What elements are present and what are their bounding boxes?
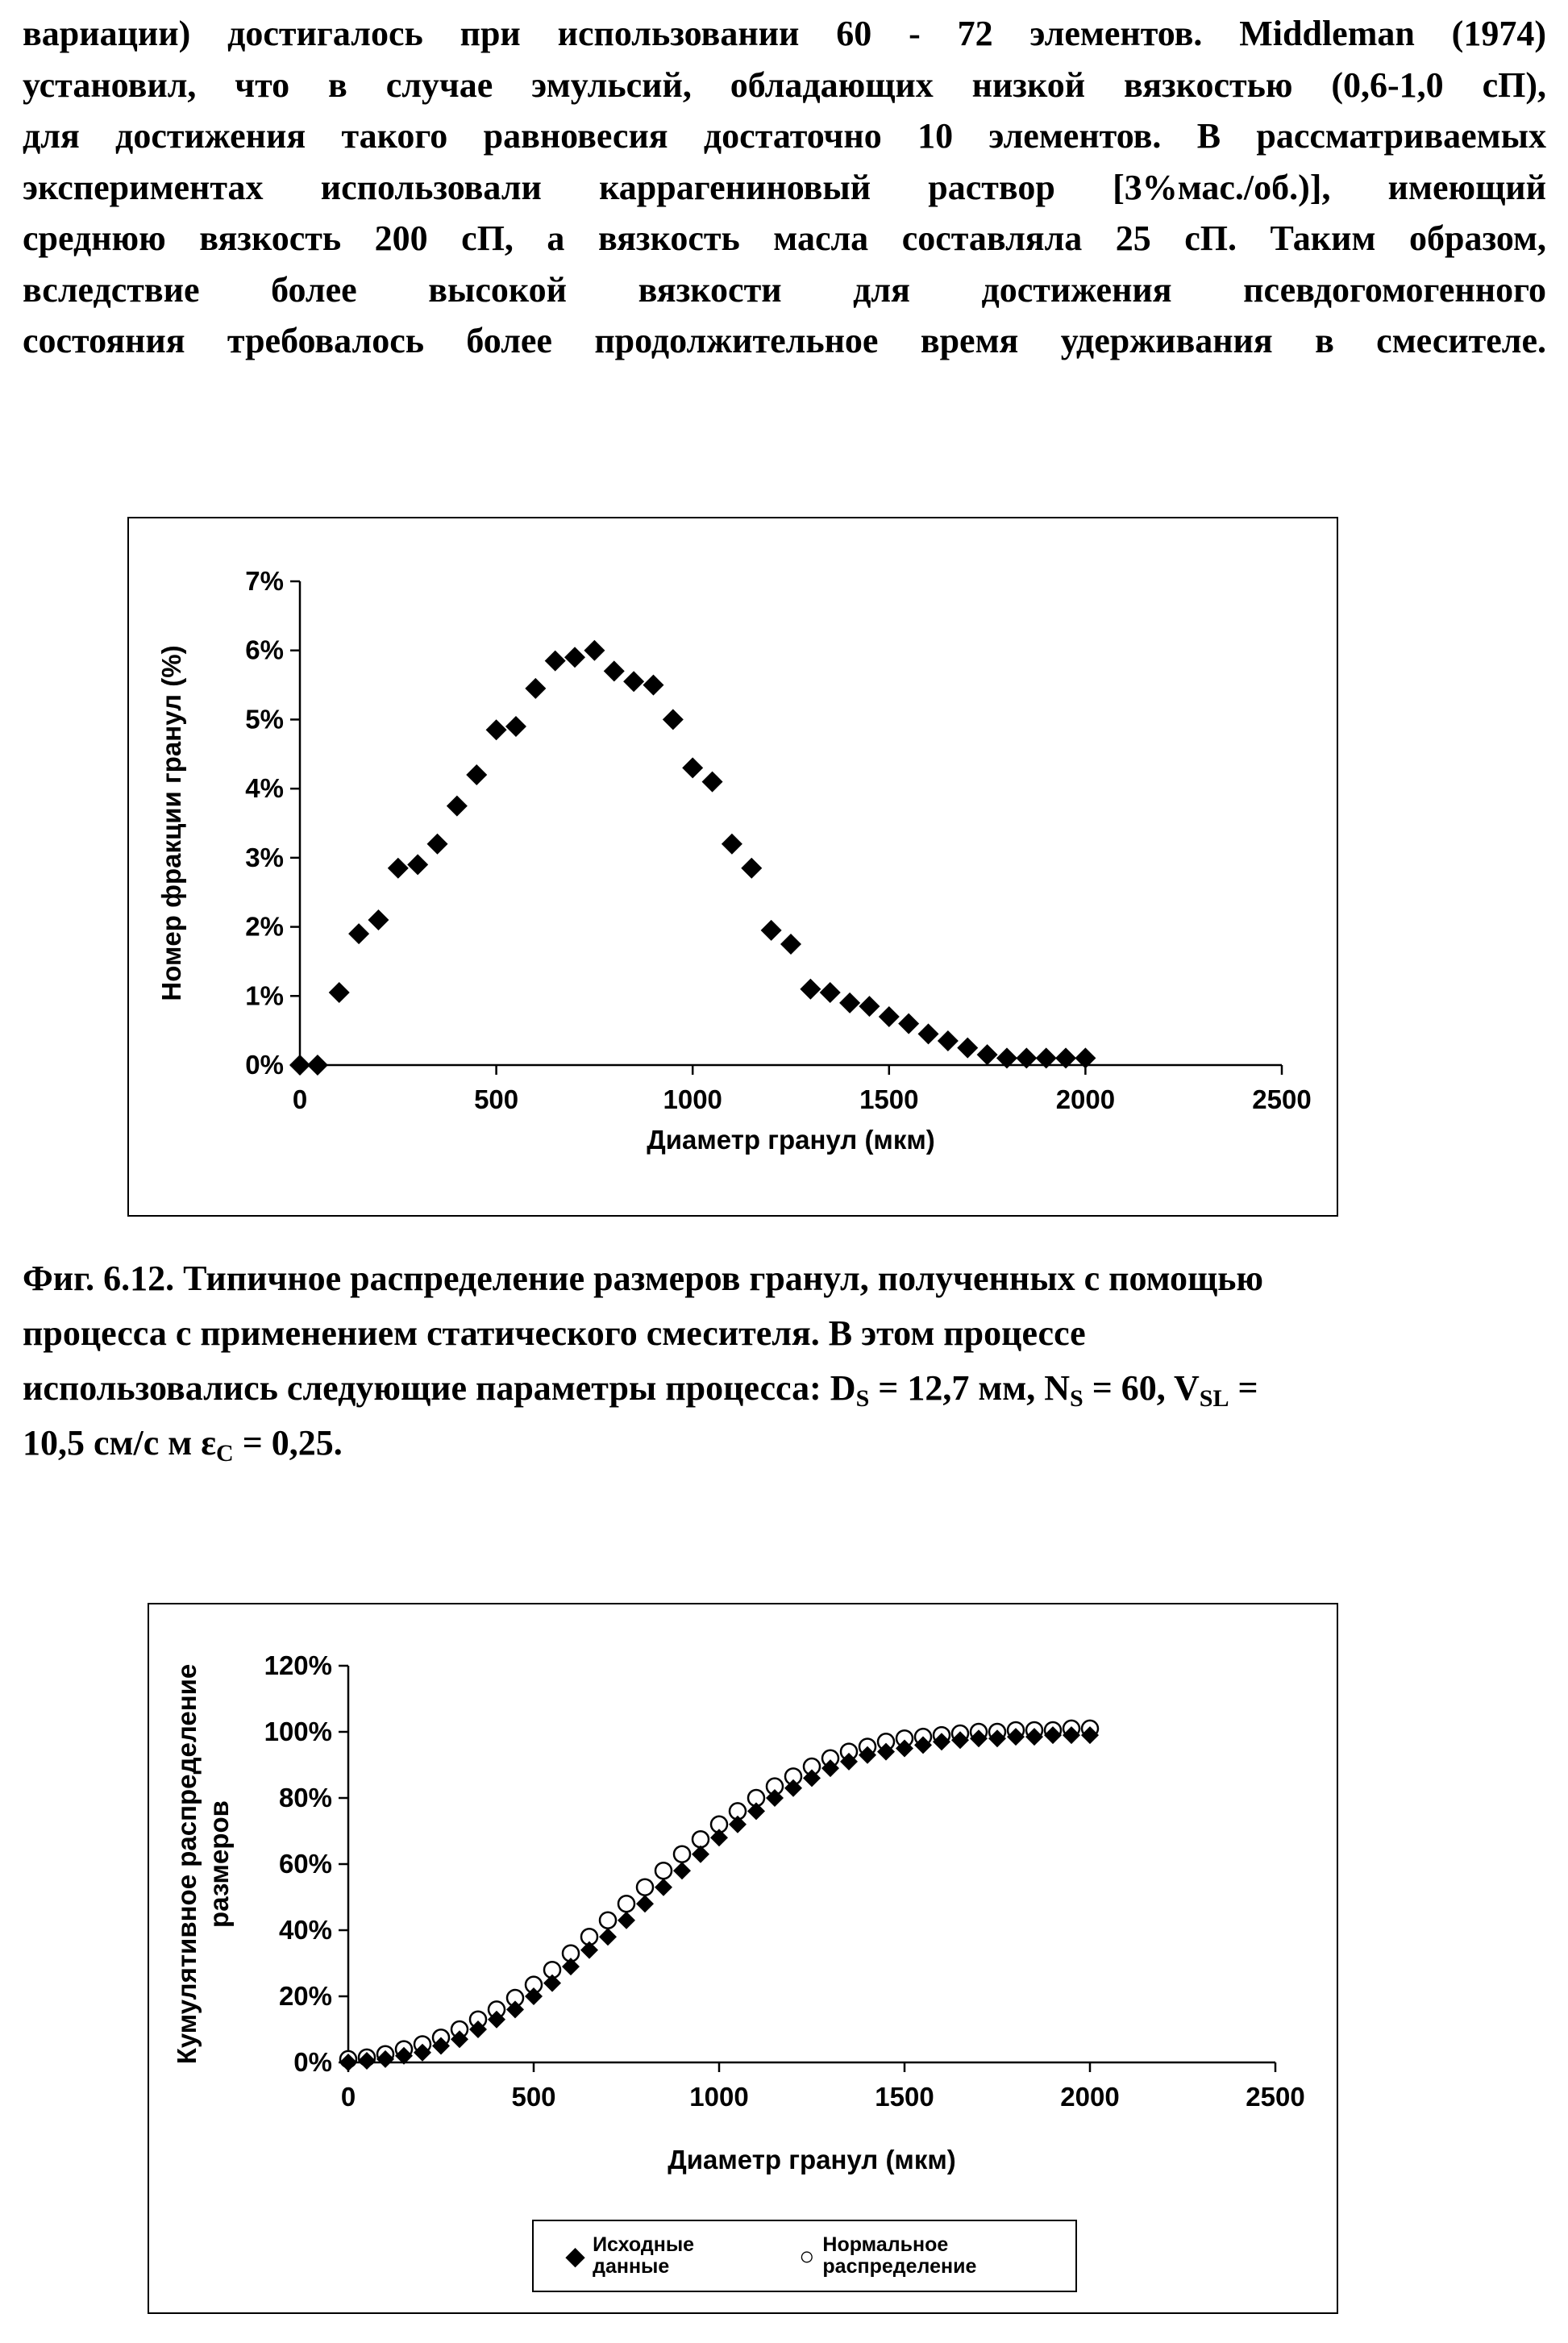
data-point-diamond bbox=[623, 671, 644, 692]
data-point-circle bbox=[618, 1896, 634, 1912]
data-point-diamond bbox=[780, 934, 801, 955]
x-tick-label: 0 bbox=[340, 2082, 356, 2112]
x-tick-label: 2500 bbox=[1246, 2082, 1305, 2112]
data-point-diamond bbox=[957, 1038, 978, 1059]
data-point-diamond bbox=[692, 1846, 709, 1863]
x-tick-label: 500 bbox=[474, 1084, 519, 1114]
data-point-diamond bbox=[682, 757, 703, 778]
data-point-diamond bbox=[525, 678, 546, 699]
caption-text: = bbox=[1229, 1368, 1258, 1408]
x-tick-label: 2000 bbox=[1055, 1084, 1116, 1114]
legend-entry-source-data bbox=[566, 2234, 694, 2278]
caption-line bbox=[23, 1416, 1546, 1471]
caption-text: = 60, V bbox=[1083, 1368, 1200, 1408]
y-tick-label: 2% bbox=[245, 911, 284, 942]
subscript: S bbox=[1070, 1385, 1083, 1412]
x-tick-label: 0 bbox=[292, 1084, 308, 1114]
data-point-diamond bbox=[722, 834, 742, 855]
data-point-diamond bbox=[747, 1802, 765, 1820]
data-point-diamond bbox=[898, 1013, 919, 1034]
paragraph-line: вариации) достигалось при использовании 60 - 72 элементов. Middleman (1974) bbox=[23, 14, 1546, 53]
x-tick-label: 1000 bbox=[663, 1084, 722, 1114]
y-tick-label: 20% bbox=[278, 1981, 332, 2011]
data-point-circle bbox=[637, 1879, 653, 1896]
data-point-diamond bbox=[307, 1055, 328, 1076]
data-point-diamond bbox=[466, 764, 487, 785]
data-point-diamond bbox=[329, 982, 350, 1003]
open-circle-icon: ○ bbox=[799, 2241, 815, 2270]
y-tick-label: 7% bbox=[245, 566, 284, 596]
y-tick-label: 1% bbox=[245, 980, 284, 1011]
paragraph-line: состояния требовалось более продолжительное время удерживания в смесителе. bbox=[23, 321, 1546, 360]
caption-text: = 0,25. bbox=[233, 1423, 343, 1463]
data-point-diamond bbox=[599, 1928, 617, 1946]
data-point-diamond bbox=[562, 1958, 580, 1975]
granule-size-distribution-chart bbox=[129, 518, 1333, 1212]
x-tick-label: 2500 bbox=[1252, 1084, 1312, 1114]
data-point-diamond bbox=[427, 834, 448, 855]
data-point-diamond bbox=[879, 1006, 900, 1027]
data-point-circle bbox=[692, 1831, 709, 1847]
data-point-diamond bbox=[580, 1941, 598, 1959]
cumulative-size-distribution-chart bbox=[149, 1604, 1333, 2217]
figure-caption bbox=[23, 1251, 1546, 1471]
legend-label bbox=[822, 2234, 976, 2278]
y-tick-label: 5% bbox=[245, 704, 284, 735]
caption-text: использовались следующие параметры процесса: D bbox=[23, 1368, 856, 1408]
subscript: S bbox=[855, 1385, 870, 1412]
y-tick-label: 100% bbox=[264, 1717, 332, 1746]
legend-label-line: данные bbox=[593, 2255, 670, 2278]
data-point-diamond bbox=[820, 982, 841, 1003]
figure-granule-size-distribution bbox=[127, 517, 1338, 1217]
data-point-diamond bbox=[348, 923, 369, 944]
data-point-diamond bbox=[800, 979, 821, 1000]
paragraph-line: экспериментах использовали каррагениновый раствор [3%мас./об.)], имеющий bbox=[23, 167, 1546, 207]
y-tick-label: 120% bbox=[264, 1650, 332, 1680]
data-point-diamond bbox=[839, 993, 860, 1013]
data-point-diamond bbox=[673, 1862, 691, 1879]
data-point-circle bbox=[655, 1862, 672, 1879]
y-tick-label: 40% bbox=[278, 1915, 332, 1945]
data-point-diamond bbox=[977, 1044, 998, 1065]
data-point-diamond bbox=[584, 640, 605, 661]
data-point-diamond bbox=[636, 1895, 654, 1912]
data-point-circle bbox=[674, 1846, 690, 1862]
y-tick-label: 0% bbox=[293, 2047, 332, 2077]
y-axis-label: размеров bbox=[204, 1800, 234, 1928]
data-point-diamond bbox=[729, 1816, 747, 1833]
data-point-diamond bbox=[859, 996, 880, 1017]
figure-cumulative-distribution bbox=[148, 1603, 1338, 2314]
y-tick-label: 3% bbox=[245, 842, 284, 872]
caption-line: Фиг. 6.12. Типичное распределение размеров гранул, полученных с помощью bbox=[23, 1259, 1264, 1298]
data-point-diamond bbox=[388, 858, 409, 879]
y-axis-label: Кумулятивное распределение bbox=[172, 1663, 202, 2065]
legend-entry-normal-distribution bbox=[799, 2234, 976, 2278]
legend-label bbox=[593, 2234, 694, 2278]
caption-line bbox=[23, 1361, 1546, 1416]
data-point-diamond bbox=[447, 796, 468, 817]
paragraph-line: для достижения такого равновесия достаточно 10 элементов. В рассматриваемых bbox=[23, 116, 1546, 156]
data-point-diamond bbox=[655, 1879, 672, 1896]
data-point-diamond bbox=[543, 1975, 561, 1992]
paragraph-line: вследствие более высокой вязкости для достижения псевдогомогенного bbox=[23, 269, 1546, 310]
data-point-diamond bbox=[618, 1912, 635, 1929]
data-point-diamond bbox=[938, 1030, 959, 1051]
data-point-diamond bbox=[486, 719, 507, 740]
paragraph-line: среднюю вязкость 200 сП, а вязкость масла составляла 25 сП. Таким образом, bbox=[23, 218, 1546, 258]
y-tick-label: 60% bbox=[278, 1849, 332, 1879]
data-point-diamond bbox=[702, 772, 723, 793]
x-tick-label: 1000 bbox=[689, 2082, 749, 2112]
caption-text: 10,5 см/с м ε bbox=[23, 1423, 217, 1463]
legend-label-line: Исходные bbox=[593, 2233, 695, 2256]
data-point-diamond bbox=[663, 709, 684, 730]
data-point-diamond bbox=[741, 858, 762, 879]
x-tick-label: 1500 bbox=[859, 1084, 919, 1114]
legend-label-line: распределение bbox=[822, 2255, 977, 2278]
subscript: C bbox=[216, 1440, 234, 1467]
caption-line: процесса с применением статического смесителя. В этом процессе bbox=[23, 1313, 1086, 1353]
x-tick-label: 1500 bbox=[875, 2082, 934, 2112]
subscript: SL bbox=[1199, 1385, 1229, 1412]
data-point-diamond bbox=[407, 854, 428, 875]
intro-paragraph bbox=[23, 8, 1546, 367]
x-axis-label: Диаметр гранул (мкм) bbox=[647, 1125, 935, 1155]
data-point-diamond bbox=[545, 651, 566, 672]
data-point-circle bbox=[600, 1912, 616, 1929]
data-point-diamond bbox=[564, 647, 585, 668]
chart-legend bbox=[532, 2220, 1077, 2292]
data-point-diamond bbox=[918, 1023, 939, 1044]
data-point-diamond bbox=[761, 920, 782, 941]
y-tick-label: 6% bbox=[245, 635, 284, 665]
x-axis-label: Диаметр гранул (мкм) bbox=[668, 2145, 956, 2174]
data-point-diamond bbox=[505, 716, 526, 737]
filled-diamond-icon: ◆ bbox=[566, 2242, 585, 2270]
y-axis-label: Номер фракции гранул (%) bbox=[156, 645, 186, 1001]
data-point-diamond bbox=[710, 1829, 728, 1846]
y-tick-label: 80% bbox=[278, 1783, 332, 1812]
paragraph-line: установил, что в случае эмульсий, обладающих низкой вязкостью (0,6-1,0 сП), bbox=[23, 65, 1546, 105]
caption-text: = 12,7 мм, N bbox=[869, 1368, 1071, 1408]
data-point-diamond bbox=[604, 660, 625, 681]
legend-label-line: Нормальное bbox=[822, 2233, 949, 2256]
x-tick-label: 500 bbox=[511, 2082, 556, 2112]
x-tick-label: 2000 bbox=[1060, 2082, 1120, 2112]
y-tick-label: 0% bbox=[245, 1050, 284, 1080]
data-point-diamond bbox=[643, 675, 663, 696]
y-tick-label: 4% bbox=[245, 773, 284, 804]
data-point-diamond bbox=[368, 909, 389, 930]
